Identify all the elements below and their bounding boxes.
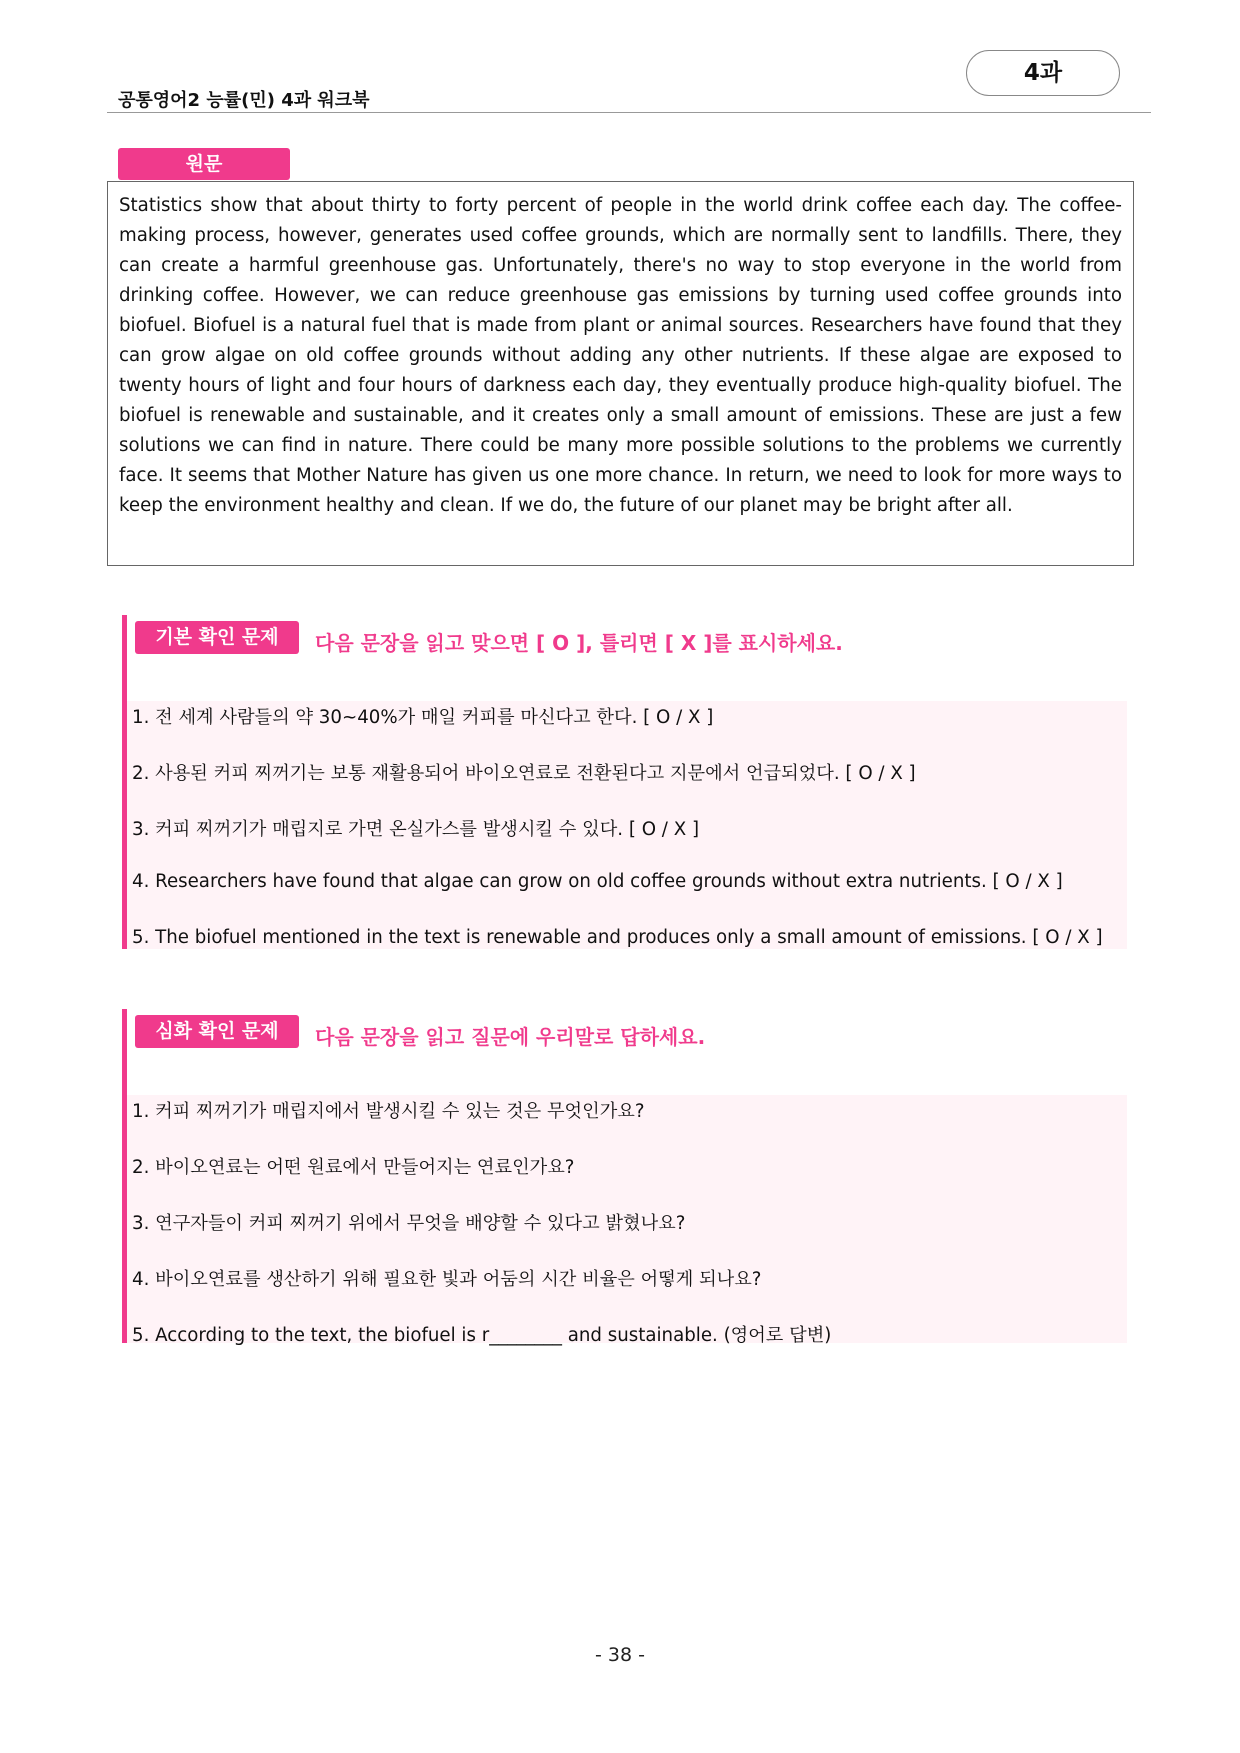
advanced-question-4: 4. 바이오연료를 생산하기 위해 필요한 빛과 어둠의 시간 비율은 어떻게 되나요?	[132, 1269, 762, 1290]
document-title: 공통영어2 능률(민) 4과 워크북	[118, 90, 370, 111]
basic-question-5: 5. The biofuel mentioned in the text is renewable and produces only a small amount of emissions. [ O / X ]	[132, 927, 1103, 948]
basic-question-4: 4. Researchers have found that algae can grow on old coffee grounds without extra nutrients. [ O / X ]	[132, 871, 1063, 892]
basic-question-3: 3. 커피 찌꺼기가 매립지로 가면 온실가스를 발생시킬 수 있다. [ O / X ]	[132, 819, 700, 840]
advanced-check-section	[122, 1009, 1122, 1346]
advanced-question-5: 5. According to the text, the biofuel is r________ and sustainable. (영어로 답변)	[132, 1325, 832, 1346]
chapter-badge: 4과	[966, 50, 1120, 96]
advanced-check-instruction: 다음 문장을 읽고 질문에 우리말로 답하세요.	[315, 1025, 706, 1049]
basic-check-instruction: 다음 문장을 읽고 맞으면 [ O ], 틀리면 [ X ]를 표시하세요.	[315, 631, 843, 655]
page-number: - 38 -	[595, 1644, 645, 1666]
original-passage: Statistics show that about thirty to forty percent of people in the world drink coffee each day. The coffee-making process, however, generates used coffee grounds, which are normally sent to landfills. There, they can create a harmful greenhouse gas. Unfortunately, there's no way to stop everyone in the world from drinking coffee. However, we can reduce greenhouse gas emissions by turning used coffee grounds into biofuel. Biofuel is a natural fuel that is made from plant or animal sources. Researchers have found that they can grow algae on old coffee grounds without adding any other nutrients. If these algae are exposed to twenty hours of light and four hours of darkness each day, they eventually produce high-quality biofuel. The biofuel is renewable and sustainable, and it creates only a small amount of emissions. These are just a few solutions we can find in nature. There could be many more possible solutions to the problems we currently face. It seems that Mother Nature has given us one more chance. In return, we need to look for more ways to keep the environment healthy and clean. If we do, the future of our planet may be bright after all.	[119, 195, 1122, 516]
basic-question-2: 2. 사용된 커피 찌꺼기는 보통 재활용되어 바이오연료로 전환된다고 지문에서 언급되었다. [ O / X ]	[132, 763, 916, 784]
advanced-question-3: 3. 연구자들이 커피 찌꺼기 위에서 무엇을 배양할 수 있다고 밝혔나요?	[132, 1213, 686, 1234]
original-text-label: 원문	[118, 148, 290, 180]
basic-check-section	[122, 615, 1122, 949]
basic-check-label: 기본 확인 문제	[135, 621, 299, 654]
original-text-box	[107, 181, 1134, 566]
advanced-question-2: 2. 바이오연료는 어떤 원료에서 만들어지는 연료인가요?	[132, 1157, 575, 1178]
advanced-question-1: 1. 커피 찌꺼기가 매립지에서 발생시킬 수 있는 것은 무엇인가요?	[132, 1101, 645, 1122]
header-divider	[107, 112, 1151, 113]
basic-question-1: 1. 전 세계 사람들의 약 30~40%가 매일 커피를 마신다고 한다. [ O / X ]	[132, 707, 714, 728]
advanced-check-label: 심화 확인 문제	[135, 1015, 299, 1048]
